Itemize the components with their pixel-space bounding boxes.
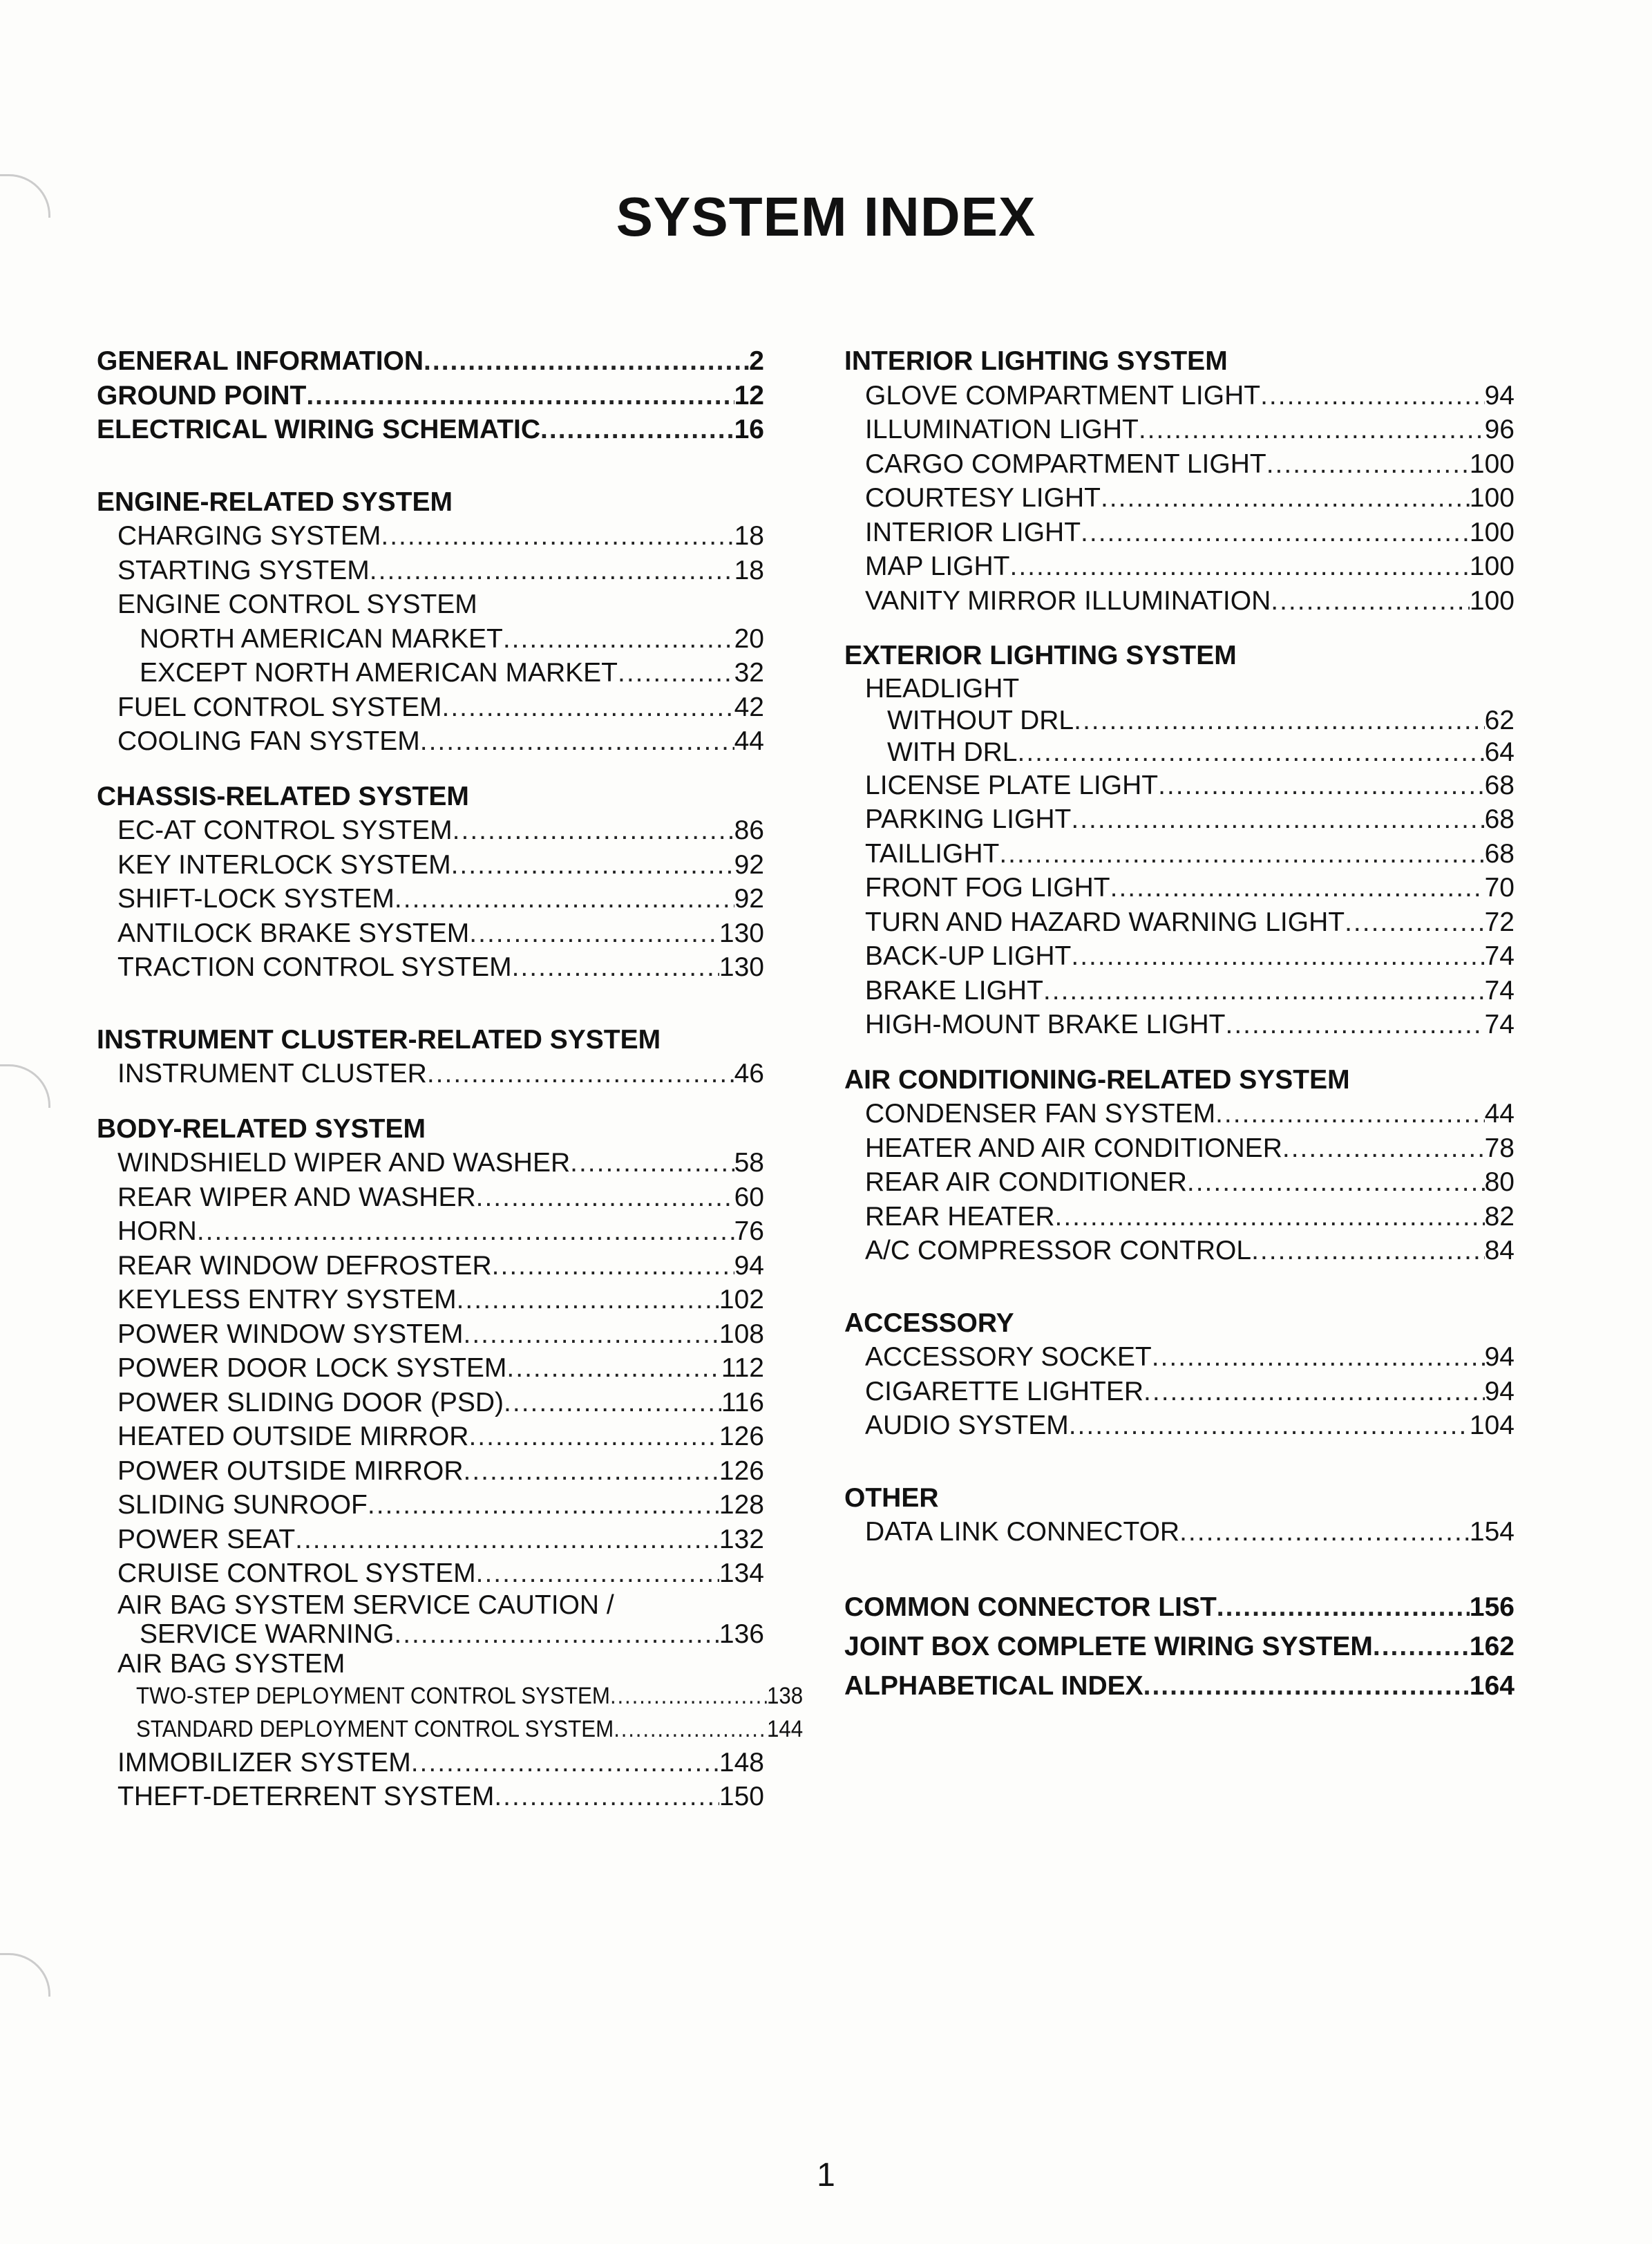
index-entry-high-mount-brake[interactable]: HIGH-MOUNT BRAKE LIGHT ..... 74 bbox=[844, 1008, 1515, 1042]
index-entry-immobilizer[interactable]: IMMOBILIZER SYSTEM ..... 148 bbox=[97, 1746, 764, 1780]
index-entry-except-north-american-market[interactable]: EXCEPT NORTH AMERICAN MARKET ..... 32 bbox=[97, 656, 764, 690]
index-entry-cargo-compartment[interactable]: CARGO COMPARTMENT LIGHT ..... 100 bbox=[844, 447, 1515, 482]
index-entry-back-up-light[interactable]: BACK-UP LIGHT ..... 74 bbox=[844, 939, 1515, 974]
index-entry-windshield-wiper[interactable]: WINDSHIELD WIPER AND WASHER ..... 58 bbox=[97, 1146, 764, 1180]
page-number: 1 bbox=[817, 2157, 835, 2194]
subheading-headlight: HEADLIGHT bbox=[865, 673, 1020, 704]
binder-hole bbox=[0, 1064, 50, 1108]
index-entry-air-bag-caution-line1: AIR BAG SYSTEM SERVICE CAUTION / bbox=[117, 1590, 614, 1620]
index-entry-theft-deterrent[interactable]: THEFT-DETERRENT SYSTEM ..... 150 bbox=[97, 1780, 764, 1814]
section-heading-engine: ENGINE-RELATED SYSTEM bbox=[97, 487, 453, 517]
section-heading-accessory: ACCESSORY bbox=[844, 1308, 1014, 1338]
index-entry-map-light[interactable]: MAP LIGHT ..... 100 bbox=[844, 549, 1515, 584]
index-entry-shift-lock[interactable]: SHIFT-LOCK SYSTEM ..... 92 bbox=[97, 882, 764, 916]
index-entry-parking-light[interactable]: PARKING LIGHT ..... 68 bbox=[844, 802, 1515, 837]
index-entry-cooling-fan-system[interactable]: COOLING FAN SYSTEM ..... 44 bbox=[97, 724, 764, 759]
section-heading-body: BODY-RELATED SYSTEM bbox=[97, 1113, 426, 1144]
index-entry-horn[interactable]: HORN ..... 76 bbox=[97, 1214, 764, 1249]
index-entry-vanity-mirror[interactable]: VANITY MIRROR ILLUMINATION ..... 100 bbox=[844, 584, 1515, 619]
index-entry-audio-system[interactable]: AUDIO SYSTEM ..... 104 bbox=[844, 1408, 1515, 1443]
index-entry-traction-control[interactable]: TRACTION CONTROL SYSTEM ..... 130 bbox=[97, 950, 764, 985]
index-entry-heated-outside-mirror[interactable]: HEATED OUTSIDE MIRROR ..... 126 bbox=[97, 1420, 764, 1454]
index-entry-rear-heater[interactable]: REAR HEATER ..... 82 bbox=[844, 1200, 1515, 1234]
index-entry-license-plate[interactable]: LICENSE PLATE LIGHT ..... 68 bbox=[844, 769, 1515, 803]
index-entry-starting-system[interactable]: STARTING SYSTEM ..... 18 bbox=[97, 554, 764, 588]
index-entry-brake-light[interactable]: BRAKE LIGHT ..... 74 bbox=[844, 974, 1515, 1008]
index-entry-general-information[interactable]: GENERAL INFORMATION ..... 2 bbox=[97, 344, 764, 379]
index-entry-electrical-wiring-schematic[interactable]: ELECTRICAL WIRING SCHEMATIC ..... 16 bbox=[97, 413, 764, 447]
index-entry-fuel-control-system[interactable]: FUEL CONTROL SYSTEM ..... 42 bbox=[97, 690, 764, 725]
index-entry-illumination[interactable]: ILLUMINATION LIGHT ..... 96 bbox=[844, 413, 1515, 447]
index-entry-ground-point[interactable]: GROUND POINT ..... 12 bbox=[97, 379, 764, 413]
index-entry-two-step-deployment[interactable]: TWO-STEP DEPLOYMENT CONTROL SYSTEM ..... 138 bbox=[97, 1679, 803, 1713]
index-entry-data-link-connector[interactable]: DATA LINK CONNECTOR ..... 154 bbox=[844, 1515, 1515, 1549]
index-entry-power-outside-mirror[interactable]: POWER OUTSIDE MIRROR ..... 126 bbox=[97, 1454, 764, 1489]
index-entry-cruise-control[interactable]: CRUISE CONTROL SYSTEM ..... 134 bbox=[97, 1556, 764, 1591]
index-entry-condenser-fan[interactable]: CONDENSER FAN SYSTEM ..... 44 bbox=[844, 1097, 1515, 1131]
right-index-column bbox=[844, 344, 1515, 1706]
index-entry-air-bag-service-warning[interactable]: SERVICE WARNING ..... 136 bbox=[97, 1620, 764, 1649]
index-entry-power-sliding-door[interactable]: POWER SLIDING DOOR (PSD) ..... 116 bbox=[97, 1386, 764, 1420]
index-entry-alphabetical-index[interactable]: ALPHABETICAL INDEX ..... 164 bbox=[844, 1666, 1515, 1706]
index-entry-turn-hazard[interactable]: TURN AND HAZARD WARNING LIGHT ..... 72 bbox=[844, 905, 1515, 940]
index-entry-joint-box[interactable]: JOINT BOX COMPLETE WIRING SYSTEM ..... 162 bbox=[844, 1627, 1515, 1666]
index-entry-taillight[interactable]: TAILLIGHT ..... 68 bbox=[844, 837, 1515, 871]
index-entry-ac-compressor[interactable]: A/C COMPRESSOR CONTROL ..... 84 bbox=[844, 1234, 1515, 1268]
index-entry-rear-wiper[interactable]: REAR WIPER AND WASHER ..... 60 bbox=[97, 1180, 764, 1215]
binder-hole bbox=[0, 1953, 50, 1997]
index-entry-power-door-lock[interactable]: POWER DOOR LOCK SYSTEM ..... 112 bbox=[97, 1351, 764, 1386]
left-index-column bbox=[97, 344, 804, 1814]
index-entry-front-fog[interactable]: FRONT FOG LIGHT ..... 70 bbox=[844, 871, 1515, 905]
section-heading-chassis: CHASSIS-RELATED SYSTEM bbox=[97, 781, 469, 811]
index-entry-courtesy[interactable]: COURTESY LIGHT ..... 100 bbox=[844, 481, 1515, 516]
section-heading-instrument: INSTRUMENT CLUSTER-RELATED SYSTEM bbox=[97, 1024, 661, 1055]
index-entry-instrument-cluster[interactable]: INSTRUMENT CLUSTER ..... 46 bbox=[97, 1057, 764, 1091]
index-entry-sliding-sunroof[interactable]: SLIDING SUNROOF ..... 128 bbox=[97, 1488, 764, 1522]
section-heading-air-conditioning: AIR CONDITIONING-RELATED SYSTEM bbox=[844, 1064, 1350, 1095]
index-entry-common-connector-list[interactable]: COMMON CONNECTOR LIST ..... 156 bbox=[844, 1587, 1515, 1627]
index-entry-without-drl[interactable]: WITHOUT DRL ..... 62 bbox=[844, 705, 1515, 737]
index-entry-accessory-socket[interactable]: ACCESSORY SOCKET ..... 94 bbox=[844, 1340, 1515, 1375]
section-heading-other: OTHER bbox=[844, 1482, 939, 1513]
index-entry-heater-ac[interactable]: HEATER AND AIR CONDITIONER ..... 78 bbox=[844, 1131, 1515, 1166]
section-heading-exterior-lighting: EXTERIOR LIGHTING SYSTEM bbox=[844, 641, 1237, 670]
subheading-air-bag-system: AIR BAG SYSTEM bbox=[117, 1648, 345, 1679]
index-entry-charging-system[interactable]: CHARGING SYSTEM ..... 18 bbox=[97, 519, 764, 554]
index-entry-key-interlock[interactable]: KEY INTERLOCK SYSTEM ..... 92 bbox=[97, 848, 764, 883]
section-heading-interior-lighting: INTERIOR LIGHTING SYSTEM bbox=[844, 346, 1228, 376]
index-entry-keyless-entry[interactable]: KEYLESS ENTRY SYSTEM ..... 102 bbox=[97, 1283, 764, 1317]
index-entry-with-drl[interactable]: WITH DRL ..... 64 bbox=[844, 737, 1515, 769]
index-entry-antilock-brake[interactable]: ANTILOCK BRAKE SYSTEM ..... 130 bbox=[97, 916, 764, 951]
index-entry-standard-deployment[interactable]: STANDARD DEPLOYMENT CONTROL SYSTEM ..... 144 bbox=[97, 1713, 803, 1746]
index-entry-rear-ac[interactable]: REAR AIR CONDITIONER ..... 80 bbox=[844, 1165, 1515, 1200]
index-entry-glove-compartment[interactable]: GLOVE COMPARTMENT LIGHT ..... 94 bbox=[844, 379, 1515, 413]
index-entry-rear-window-defroster[interactable]: REAR WINDOW DEFROSTER ..... 94 bbox=[97, 1249, 764, 1283]
index-entry-interior-light[interactable]: INTERIOR LIGHT ..... 100 bbox=[844, 516, 1515, 550]
index-entry-power-window[interactable]: POWER WINDOW SYSTEM ..... 108 bbox=[97, 1317, 764, 1352]
index-entry-power-seat[interactable]: POWER SEAT ..... 132 bbox=[97, 1522, 764, 1557]
subheading-engine-control: ENGINE CONTROL SYSTEM bbox=[117, 590, 477, 619]
page-title: SYSTEM INDEX bbox=[616, 186, 1036, 247]
index-entry-cigarette-lighter[interactable]: CIGARETTE LIGHTER ..... 94 bbox=[844, 1375, 1515, 1409]
index-entry-ec-at-control[interactable]: EC-AT CONTROL SYSTEM ..... 86 bbox=[97, 813, 764, 848]
index-entry-north-american-market[interactable]: NORTH AMERICAN MARKET ..... 20 bbox=[97, 622, 764, 657]
